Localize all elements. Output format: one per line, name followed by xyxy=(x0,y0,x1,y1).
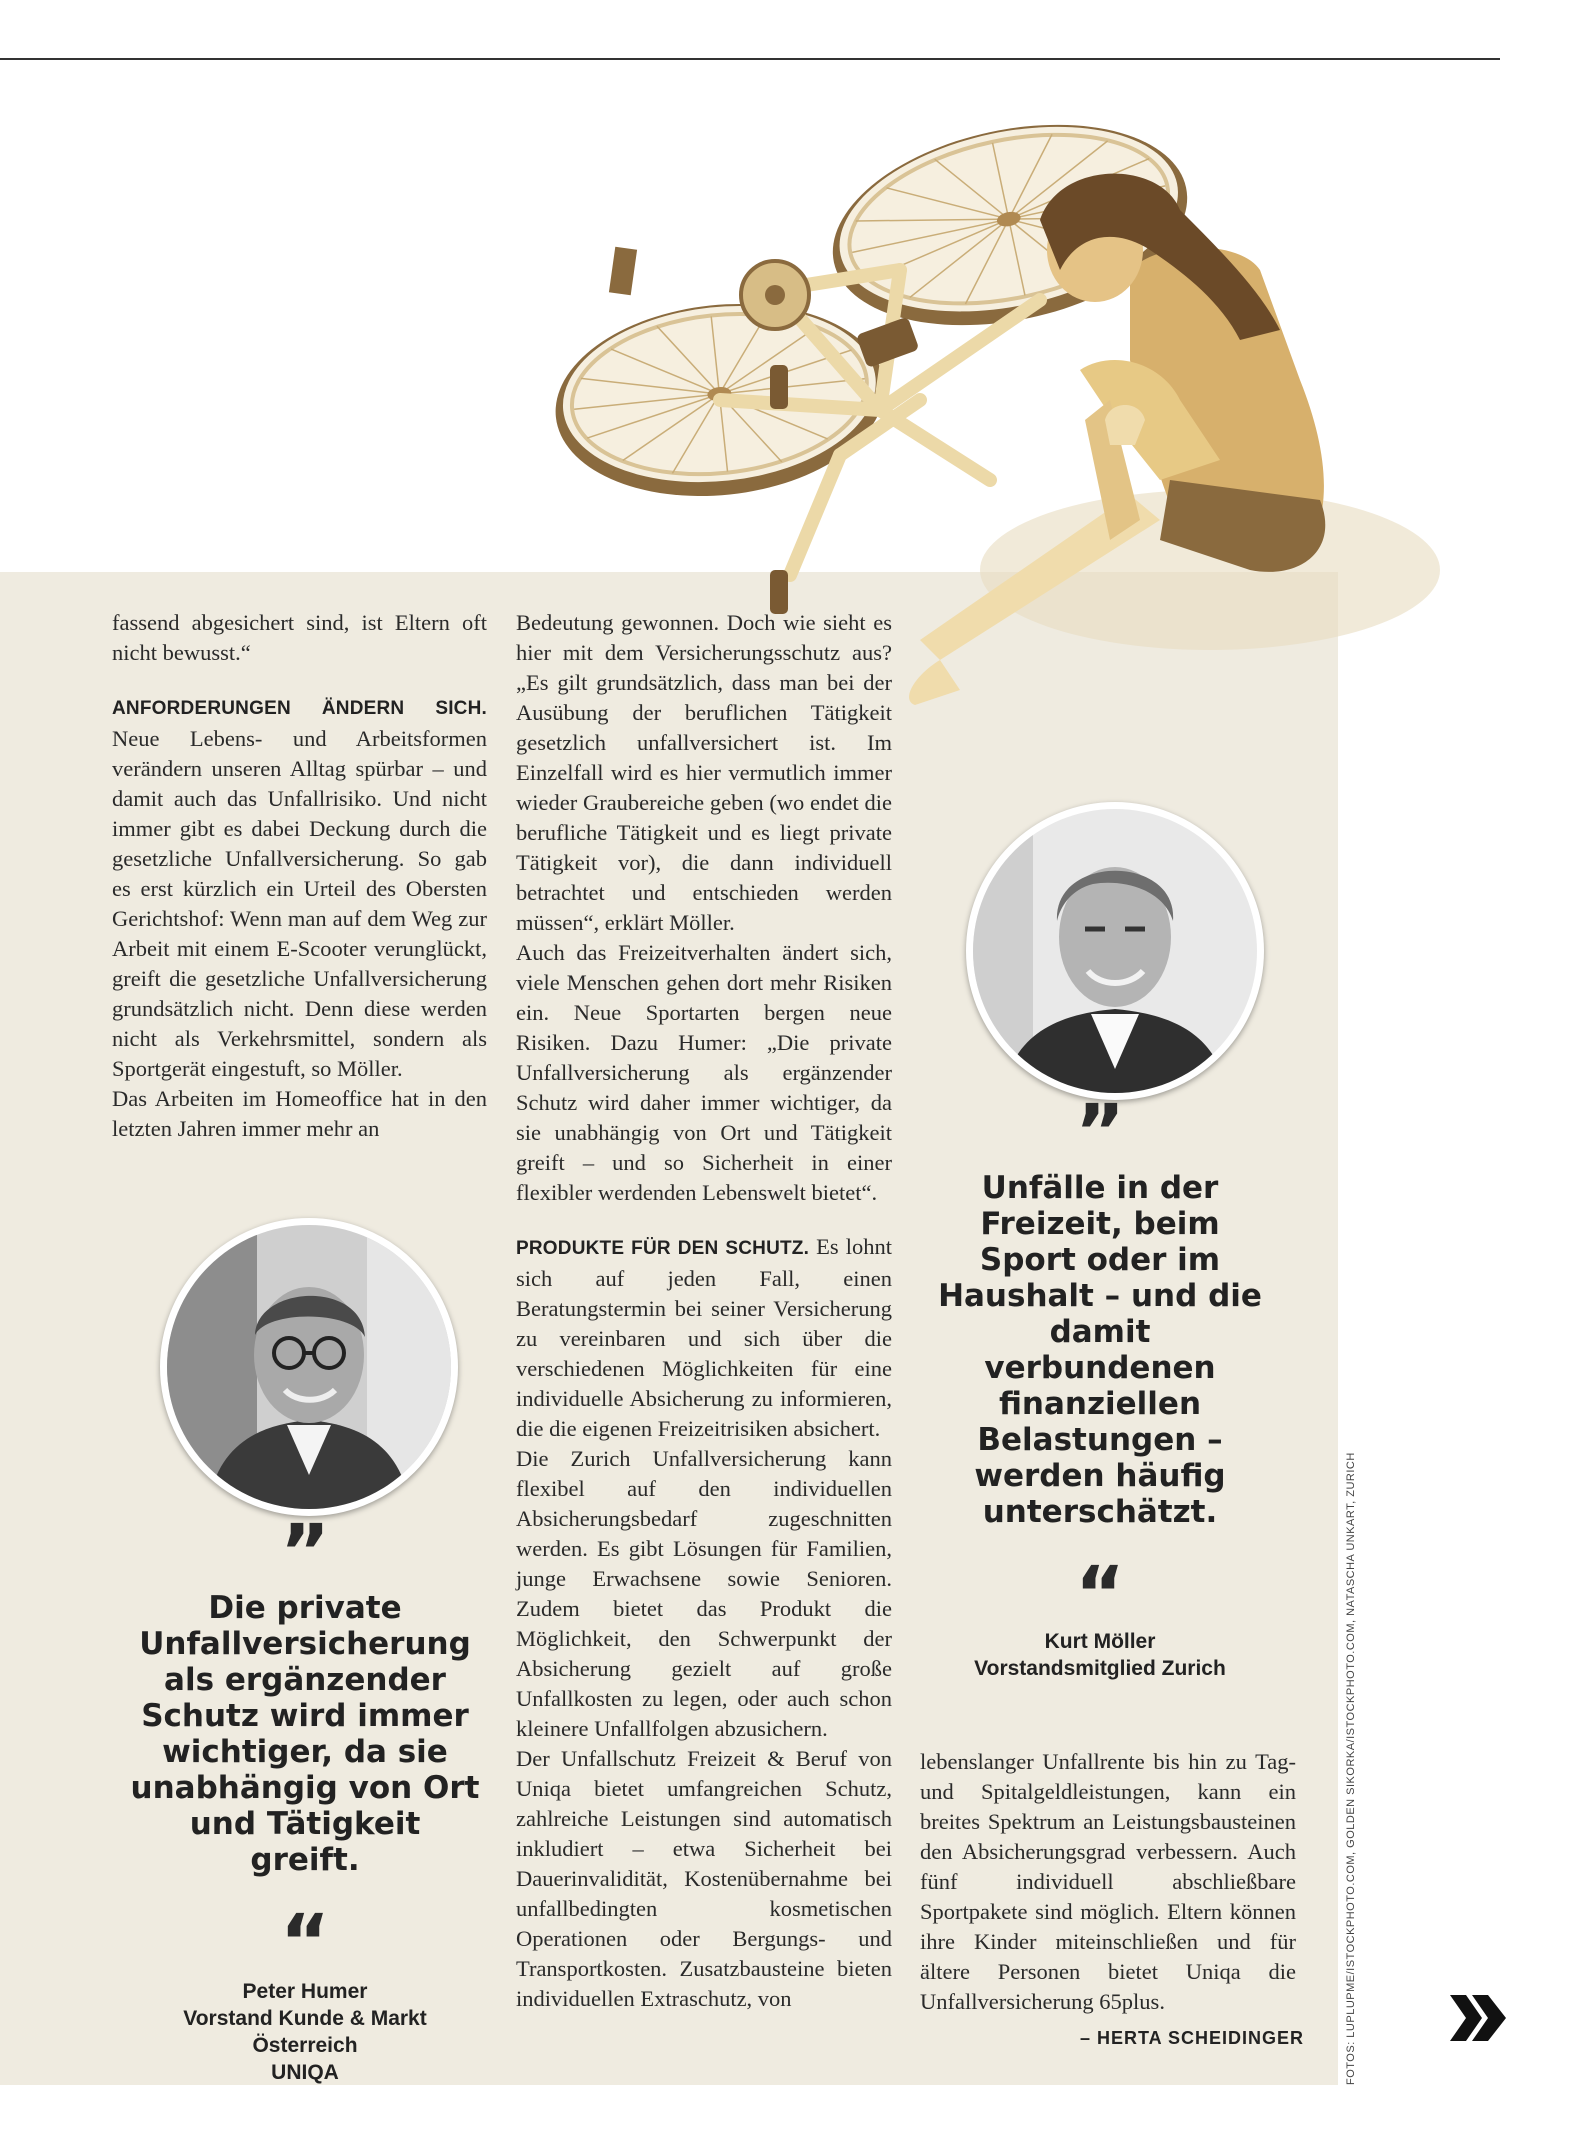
quote-author-role: Vorstandsmitglied Zurich xyxy=(974,1657,1226,1680)
paragraph: Die Zurich Unfallversicherung kann flexibel auf den individuellen Absicherungsbedarf zugeschnitten werden. Es gibt Lösungen für Familien, junge Erwachsene sowie Senioren. Zudem bietet das Produkt die Möglichkeit, den Schwerpunkt der Absicherung gezielt auf große Unfallkosten zu legen, oder auch schon kleinere Unfallfolgen abzusichern. xyxy=(516,1446,892,1741)
paragraph: Der Unfallschutz Freizeit & Beruf von Uniqa bietet umfangreichen Schutz, zahlreiche Leistungen sind automatisch inkludiert – etwa Sicherheit bei Dauerinvalidität, Kostenübernahme bei unfallbedingten kosmetischen Operationen oder Bergungs- und Transportkosten. Zusatzbausteine bieten individuellen Extraschutz, von xyxy=(516,1746,892,2011)
quote-open-mark: ” xyxy=(1075,1102,1125,1150)
paragraph-text: Neue Lebens- und Arbeitsformen verändern unseren Alltag spürbar – und damit auch das Unfallrisiko. Und nicht immer gibt es dabei Deckung durch die gesetzliche Unfallversicherung. So gab es erst kürzlich ein Urteil des Obersten Gerichtshof: Wenn man auf dem Weg zur Arbeit mit einem E-Scooter verunglückt, greift die gesetzliche Unfallversicherung grundsätzlich nicht. Denn diese werden nicht als Verkehrsmittel, sondern als Sportgerät eingestuft, so Möller. xyxy=(112,726,487,1081)
quote-close-mark: “ xyxy=(1075,1549,1125,1610)
section-kicker: ANFORDERUNGEN ÄNDERN SICH. xyxy=(112,698,487,719)
quote-text: Unfälle in der Freizeit, beim Sport oder im Haushalt – und die damit verbundenen finanziellen Belastungen – werden häufig unterschätzt. xyxy=(938,1170,1262,1530)
quote-author-name: Kurt Möller xyxy=(1044,1630,1156,1653)
paragraph: Auch das Freizeitverhalten ändert sich, viele Menschen gehen dort mehr Risiken ein. Neue Sportarten bergen neue Risiken. Dazu Humer: „Die private Unfallversicherung als ergänzender Schutz wird daher immer wichtiger, da sie unabhängig von Ort und Tätigkeit greift – und so Sicherheit in einer flexibler werdenden Lebenswelt bietet“. xyxy=(516,940,892,1205)
pull-quote-humer xyxy=(130,1522,480,2086)
quote-close-mark: “ xyxy=(280,1897,330,1958)
article-column-3 xyxy=(920,1747,1296,2017)
top-rule xyxy=(0,58,1500,60)
quote-author-role: Vorstand Kunde & Markt Österreich xyxy=(183,2007,427,2057)
quote-author-name: Peter Humer xyxy=(242,1980,368,2003)
bicycle-grip xyxy=(770,365,788,409)
quote-text: Die private Unfallversicherung als ergänzender Schutz wird immer wichtiger, da sie unabhängig von Ort und Tätigkeit greift. xyxy=(130,1590,480,1878)
paragraph: Das Arbeiten im Homeoffice hat in den letzten Jahren immer mehr an xyxy=(112,1086,487,1141)
quote-open-mark: ” xyxy=(280,1522,330,1570)
section-paragraph xyxy=(516,1232,892,1444)
paragraph: lebenslanger Unfallrente bis hin zu Tag- und Spitalgeldleistungen, kann ein breites Spektrum an Leistungsbausteinen den Absicherungsgrad verbessern. Auch fünf individuell abschließbare Sportpakete sind möglich. Eltern können ihre Kinder miteinschließen und für ältere Personen bietet Uniqa die Unfallversicherung 65plus. xyxy=(920,1749,1296,2014)
portrait-peter-humer xyxy=(160,1218,458,1516)
author-byline: – HERTA SCHEIDINGER xyxy=(1080,2028,1305,2048)
bicycle-chainring xyxy=(741,261,809,329)
portrait-kurt-moeller xyxy=(966,802,1264,1100)
article-column-2 xyxy=(516,608,892,2014)
paragraph: Bedeutung gewonnen. Doch wie sieht es hier mit dem Versicherungsschutz aus? „Es gilt grundsätzlich, dass man bei der Ausübung der beruflichen Tätigkeit gesetzlich unfallversichert ist. Im Einzelfall wird es hier vermutlich immer wieder Graubereiche geben (wo endet die berufliche Tätigkeit und es liegt private Tätigkeit vor), die dann individuell betrachtet und entschieden werden müssen“, erklärt Möller. xyxy=(516,610,892,935)
photo-credit: FOTOS: LUPLUPME/ISTOCKPHOTO.COM, GOLDEN SIKORKA/ISTOCKPHOTO.COM, NATASCHA UNKART, ZURICH xyxy=(1345,1452,1357,2085)
paragraph: fassend abgesichert sind, ist Eltern oft nicht bewusst.“ xyxy=(112,610,487,665)
section-paragraph xyxy=(112,692,487,1084)
pull-quote-moeller xyxy=(930,1102,1270,1682)
bicycle-seat xyxy=(856,316,920,368)
continue-arrow-icon xyxy=(1448,1993,1508,2043)
section-kicker: PRODUKTE FÜR DEN SCHUTZ. xyxy=(516,1238,810,1259)
quote-author-company: UNIQA xyxy=(271,2061,339,2084)
bicycle-pedal xyxy=(609,247,637,296)
paragraph-text: Es lohnt sich auf jeden Fall, einen Beratungstermin bei seiner Versicherung zu vereinbaren und sich über die verschiedenen Möglichkeiten für eine individuelle Absicherung zu informieren, die die eigenen Freizeitrisiken absichert. xyxy=(516,1234,892,1441)
article-column-1 xyxy=(112,608,487,1144)
